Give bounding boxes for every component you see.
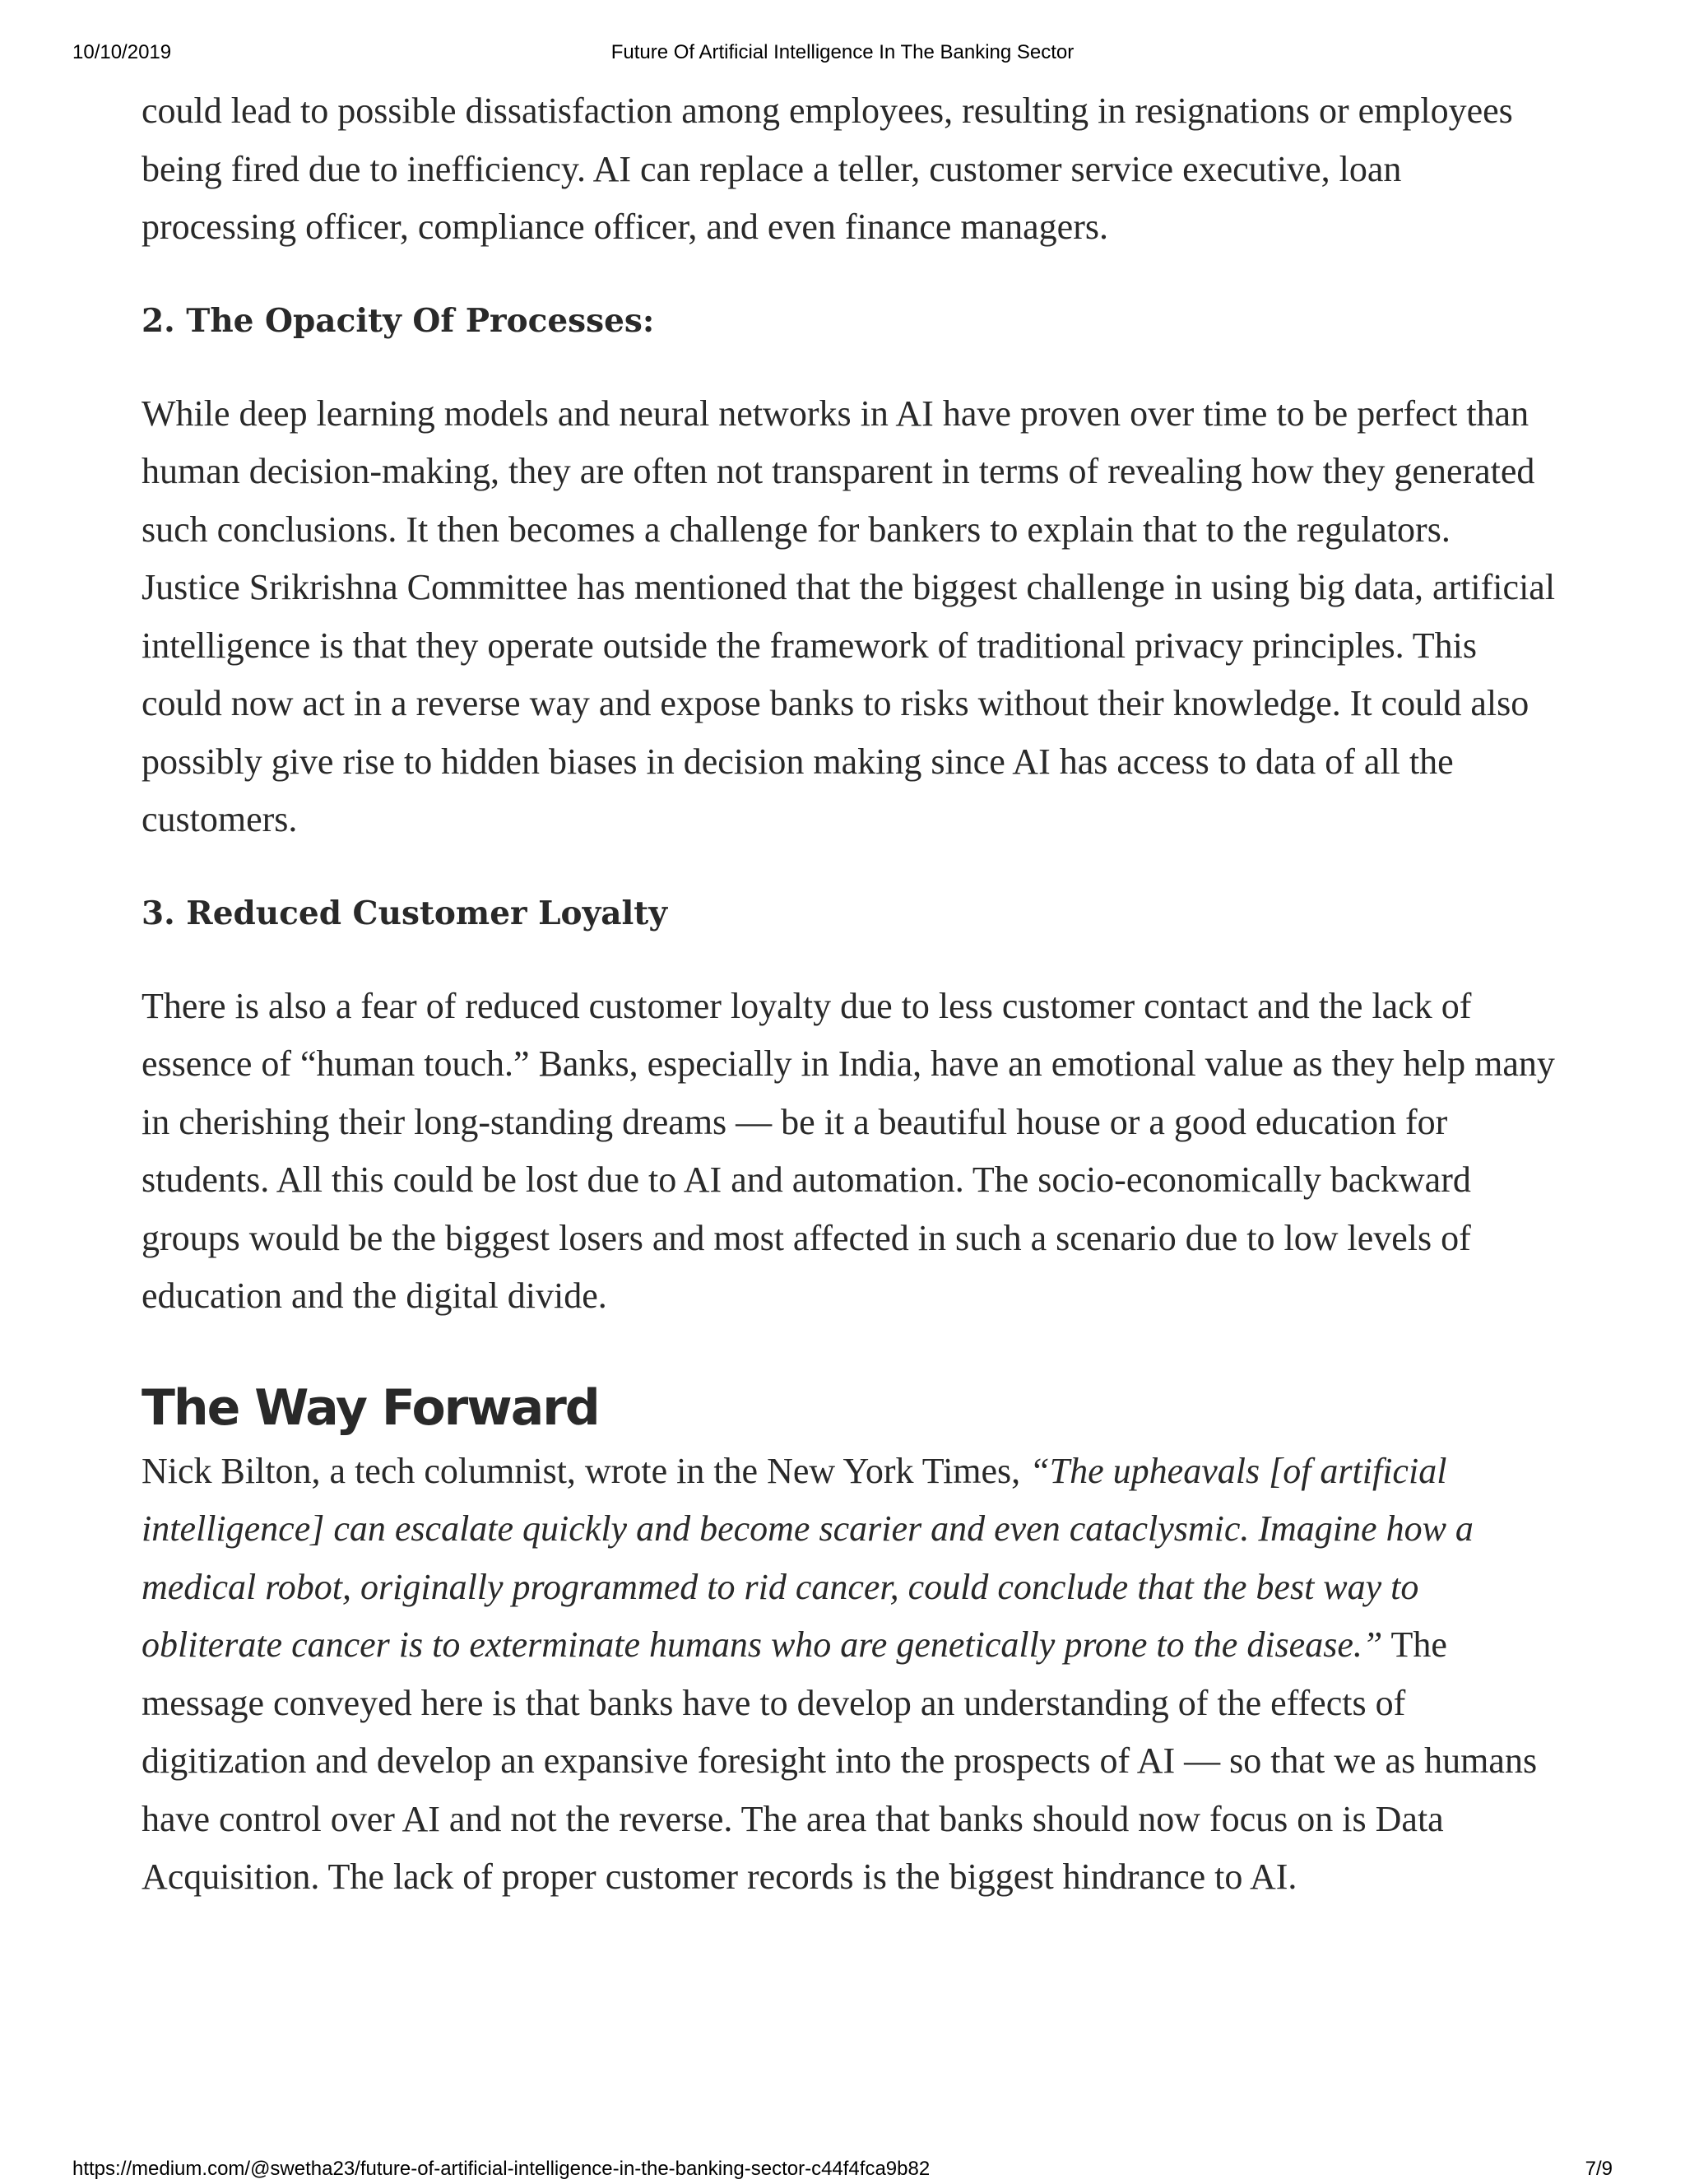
source-url: https://medium.com/@swetha23/future-of-artificial-intelligence-in-the-banking-sector-c44f4fca9b82	[72, 2158, 931, 2180]
print-date: 10/10/2019	[72, 41, 172, 63]
section-2-heading: 2. The Opacity Of Processes:	[142, 301, 655, 340]
print-footer	[0, 2158, 1685, 2184]
section-3-heading: 3. Reduced Customer Loyalty	[142, 894, 667, 932]
section-2-paragraph: While deep learning models and neural networks in AI have proven over time to be perfect than human decision-making, they are often not transparent in terms of revealing how they generated such conclusions. It then becomes a challenge for bankers to explain that to the regulators. Justice Srikrishna Committee has mentioned that the biggest challenge in using big data, artificial intelligence is that they operate outside the framework of traditional privacy principles. This could now act in a reverse way and expose banks to risks without their knowledge. It could also possibly give rise to hidden biases in decision making since AI has access to data of all the customers.	[142, 393, 1556, 839]
section-3-paragraph: There is also a fear of reduced customer loyalty due to less customer contact and the lack of essence of “human touch.” Banks, especially in India, have an emotional value as they help many in cherishing their long-standing dreams — be it a beautiful house or a good education for students. All this could be lost due to AI and automation. The socio-economically backward groups would be the biggest losers and most affected in such a scenario due to low levels of education and the digital divide.	[142, 985, 1555, 1316]
way-forward-paragraph	[142, 1443, 1557, 1907]
intro-paragraph: could lead to possible dissatisfaction among employees, resulting in resignations or employees being fired due to inefficiency. AI can replace a teller, customer service executive, loan processing officer, compliance officer, and even finance managers.	[142, 91, 1513, 247]
document-title: Future Of Artificial Intelligence In The Banking Sector	[610, 41, 1075, 63]
print-header	[0, 41, 1685, 67]
way-forward-conclusion: The message conveyed here is that banks have to develop an understanding of the effects of digitization and develop an expansive foresight into the prospects of AI — so that we as humans have control over AI and not the reverse. The area that banks should now focus on is Data Acquisition. The lack of proper customer records is the biggest hindrance to AI.	[142, 1624, 1538, 1897]
page-number: 7/9	[1585, 2158, 1613, 2180]
new-york-times-quote: “The upheavals [of artificial intelligence] can escalate quickly and become scarier and even cataclysmic. Imagine how a medical robot, originally programmed to rid cancer, could conclude that the best way to obliterate cancer is to exterminate humans who are genetically prone to the disease.”	[142, 1450, 1474, 1665]
article-body	[142, 82, 1557, 1946]
way-forward-title: The Way Forward	[142, 1378, 599, 1437]
way-forward-lead: Nick Bilton, a tech columnist, wrote in the New York Times,	[142, 1450, 1030, 1491]
